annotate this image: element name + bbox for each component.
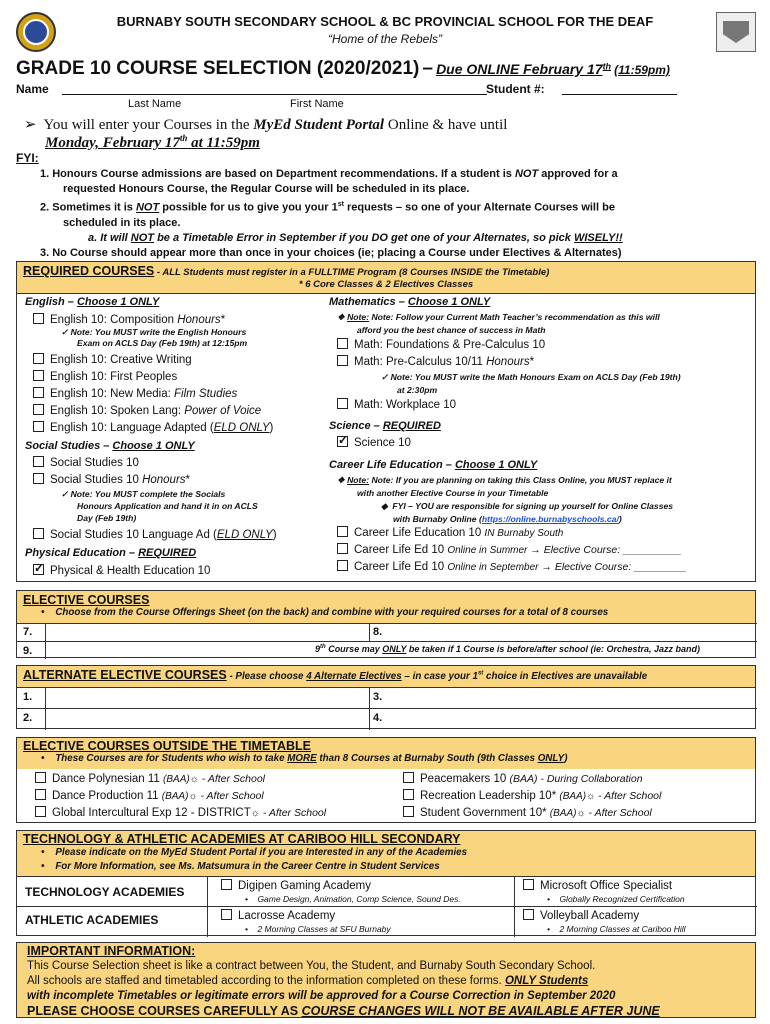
alternate-4-label: 4. bbox=[373, 712, 383, 724]
science-heading: Science – REQUIRED bbox=[329, 420, 441, 432]
english-10-composition-honours[interactable]: English 10: Composition Honours* bbox=[33, 313, 225, 326]
important-information: IMPORTANT INFORMATION: This Course Selection sheet is like a contract between You, the Student, and Burnaby South Secondary School. All schools are staffed and timetabled according to the information completed on these forms. ONLY Students with incomplete Timetables or legitimate errors will be approved for a Course Correction in September 2020 PLEASE CHOOSE COURSES CAREFULLY AS COURSE CHANGES WILL NOT BE AVAILABLE AFTER JUNE bbox=[16, 942, 756, 1018]
social-studies-10-language-ad[interactable]: Social Studies 10 Language Ad (ELD ONLY) bbox=[33, 528, 277, 541]
dance-production-11[interactable]: Dance Production 11 (BAA)☼ - After School bbox=[35, 789, 264, 802]
elective-7-label: 7. bbox=[23, 626, 33, 638]
school-motto: “Home of the Rebels” bbox=[327, 32, 443, 46]
alternate-1-label: 1. bbox=[23, 691, 33, 703]
alternate-1-field[interactable] bbox=[47, 689, 367, 707]
required-courses-section: REQUIRED COURSES - ALL Students must register in a FULLTIME Program (8 Courses INSIDE the Timetable) * 6 Core Classes & 2 Electives Classes English – Choose 1 ONLY English 10: Composition Honours* ✓ Note: You MUST write the English Honours Exam on ACLS Day (Feb 19th) at 12:15pm English 10: Creative Writing English 10: First Peoples English 10: New Media: Film Studies English 10: Spoken Lang: Power of Voice English 10: Language Adapted (ELD ONLY) Social Studies – Choose 1 ONLY Social Studies 10 Social Studies 10 Honours* ✓ Note: You MUST complete the Socials Honours Application and hand it in on ACLS Day (Feb 19th) Social Studies 10 Language Ad (ELD ONLY) Physical Education – REQUIRED ✓Physical & Health Education 10 Mathematics – Choose 1 ONLY ❖ Note: Note: Follow your Current Math Teacher’s recommendation as this will afford you the best chance of success in Math Math: Foundations & Pre-Calculus 10 Math: Pre-Calculus 10/11 Honours* ✓ Note: You MUST write the Math Honours Exam on ACLS Day (Feb 19th) at 2:30pm Math: Workplace 10 Science – REQUIRED ✓Science 10 Career Life Education – Choose 1 ONLY ❖ Note: Note: If you are planning on taking this Class Online, you MUST replace it with another Elective Course in your Timetable ◆ FYI – YOU are responsible for signing up yourself for Online Classes with Burnaby Online (https://online.burnabyschools.ca/) Career Life Education 10 IN Burnaby South Career Life Ed 10 Online in Summer → Elective Course: __________ Career Life Ed 10 Online in September → Elective Course: _________ bbox=[16, 261, 756, 582]
math-workplace-10[interactable]: Math: Workplace 10 bbox=[337, 398, 456, 411]
name-row: Name Student #: bbox=[16, 82, 756, 96]
gear-icon: ☼ bbox=[250, 808, 260, 819]
elective-8-field[interactable] bbox=[387, 624, 755, 640]
global-intercultural-exp-12[interactable]: Global Intercultural Exp 12 - DISTRICT☼ - After School bbox=[35, 806, 326, 819]
microsoft-office-specialist[interactable]: Microsoft Office Specialist bbox=[523, 879, 672, 892]
microsoft-sub: • Globally Recognized Certification bbox=[547, 894, 685, 904]
pe-heading: Physical Education – REQUIRED bbox=[25, 547, 197, 559]
gear-icon: ☼ bbox=[576, 808, 586, 819]
first-name-caption: First Name bbox=[290, 98, 344, 110]
social-honours-note: ✓ Note: You MUST complete the Socials Honours Application and hand it in on ACLS Day (Feb 19th) bbox=[61, 489, 258, 523]
gear-icon: ☼ bbox=[586, 791, 596, 802]
math-note: ❖ Note: Note: Follow your Current Math Teacher’s recommendation as this will afford you the best chance of success in Math bbox=[337, 312, 660, 335]
alternate-3-field[interactable] bbox=[387, 689, 755, 707]
elective-8-label: 8. bbox=[373, 626, 383, 638]
last-name-caption: Last Name bbox=[128, 98, 182, 110]
volleyball-academy[interactable]: Volleyball Academy bbox=[523, 909, 639, 922]
math-honours-note: ✓ Note: You MUST write the Math Honours Exam on ACLS Day (Feb 19th) at 2:30pm bbox=[381, 372, 681, 395]
outside-timetable-section: ELECTIVE COURSES OUTSIDE THE TIMETABLE • These Courses are for Students who wish to take MORE than 8 Courses at Burnaby South (9th Classes ONLY) Dance Polynesian 11 (BAA)☼ - After School Dance Production 11 (BAA)☼ - After School Global Intercultural Exp 12 - DISTRICT☼ - After School Peacemakers 10 (BAA) - During Collaboration Recreation Leadership 10* (BAA)☼ - After School Student Government 10* (BAA)☼ - After School bbox=[16, 737, 756, 823]
intro-line: ➢ You will enter your Courses in the MyEd Student Portal Online & have until bbox=[24, 117, 508, 133]
digipen-sub: • Game Design, Animation, Comp Science, Sound Des. bbox=[245, 894, 461, 904]
digipen-gaming-academy[interactable]: Digipen Gaming Academy bbox=[221, 879, 371, 892]
science-10[interactable]: ✓Science 10 bbox=[337, 436, 411, 449]
english-honours-note: ✓ Note: You MUST write the English Honours Exam on ACLS Day (Feb 19th) at 12:15pm bbox=[61, 327, 248, 348]
math-foundations-precalc-10[interactable]: Math: Foundations & Pre-Calculus 10 bbox=[337, 338, 545, 351]
technology-academies-label: TECHNOLOGY ACADEMIES bbox=[25, 885, 185, 899]
english-10-spoken-lang[interactable]: English 10: Spoken Lang: Power of Voice bbox=[33, 404, 261, 417]
math-heading: Mathematics – Choose 1 ONLY bbox=[329, 296, 491, 308]
english-group: English – Choose 1 ONLY bbox=[25, 296, 160, 308]
elective-9-note: 9th Course may ONLY be taken if 1 Course is before/after school (ie: Orchestra, Jazz band) bbox=[315, 644, 700, 654]
elective-courses-section: ELECTIVE COURSES • Choose from the Course Offerings Sheet (on the back) and combine with your required courses for a total of 8 courses 7. 8. 9. 9th Course may ONLY be taken if 1 Course is before/after school (ie: Orchestra, Jazz band) bbox=[16, 590, 756, 658]
cle-heading: Career Life Education – Choose 1 ONLY bbox=[329, 459, 538, 471]
elective-9-label: 9. bbox=[23, 645, 33, 657]
fyi-label: FYI: bbox=[16, 151, 39, 165]
elective-7-field[interactable] bbox=[47, 624, 367, 640]
lacrosse-sub: • 2 Morning Classes at SFU Burnaby bbox=[245, 924, 391, 934]
cle-note: ❖ Note: Note: If you are planning on taking this Class Online, you MUST replace it with another Elective Course in your Timetable ◆ FYI – YOU are responsible for signing up yourself for Online Classes with Burnaby Online (https://online.burnabyschools.ca/) bbox=[337, 475, 674, 524]
page-title: GRADE 10 COURSE SELECTION (2020/2021) – Due ONLINE February 17th (11:59pm) bbox=[16, 58, 670, 79]
social-studies-10-honours[interactable]: Social Studies 10 Honours* bbox=[33, 473, 190, 486]
intro-deadline: Monday, February 17th at 11:59pm bbox=[45, 133, 260, 151]
fyi-list: 1. Honours Course admissions are based on Department recommendations. If a student is NOT approved for a requested Honours Course, the Regular Course will be scheduled in its place. 2. Sometimes it is NOT possible for us to give you your 1st requests – so one of your Alternate Courses will be scheduled in its place. a. It will NOT be a Timetable Error in September if you DO get one of your Alternates, so pick WISELY!! 3. No Course should appear more than once in your choices (ie; placing a Course under Electives & Alternates) bbox=[40, 168, 623, 259]
english-10-creative-writing[interactable]: English 10: Creative Writing bbox=[33, 353, 192, 366]
social-studies-10[interactable]: Social Studies 10 bbox=[33, 456, 139, 469]
alternate-electives-section: ALTERNATE ELECTIVE COURSES - Please choose 4 Alternate Electives – in case your 1st choice in Electives are unavailable 1. 3. 2. 4. bbox=[16, 665, 756, 729]
cle-10-online-summer[interactable]: Career Life Ed 10 Online in Summer → Elective Course: __________ bbox=[337, 543, 681, 556]
lacrosse-academy[interactable]: Lacrosse Academy bbox=[221, 909, 335, 922]
cle-10-online-september[interactable]: Career Life Ed 10 Online in September → Elective Course: _________ bbox=[337, 560, 687, 573]
recreation-leadership-10[interactable]: Recreation Leadership 10* (BAA)☼ - After School bbox=[403, 789, 661, 802]
student-number-field[interactable] bbox=[562, 94, 677, 95]
math-precalc-honours[interactable]: Math: Pre-Calculus 10/11 Honours* bbox=[337, 355, 534, 368]
peacemakers-10[interactable]: Peacemakers 10 (BAA) - During Collaboration bbox=[403, 772, 643, 785]
gear-icon: ☼ bbox=[189, 774, 199, 785]
alternate-2-label: 2. bbox=[23, 712, 33, 724]
english-10-first-peoples[interactable]: English 10: First Peoples bbox=[33, 370, 177, 383]
english-10-language-adapted[interactable]: English 10: Language Adapted (ELD ONLY) bbox=[33, 421, 273, 434]
gear-icon: ☼ bbox=[188, 791, 198, 802]
social-studies-heading: Social Studies – Choose 1 ONLY bbox=[25, 440, 195, 452]
dance-polynesian-11[interactable]: Dance Polynesian 11 (BAA)☼ - After School bbox=[35, 772, 265, 785]
elective-9-field[interactable] bbox=[47, 642, 307, 658]
volleyball-sub: • 2 Morning Classes at Cariboo Hill bbox=[547, 924, 686, 934]
cle-10-in-burnaby-south[interactable]: Career Life Education 10 IN Burnaby South bbox=[337, 526, 563, 539]
name-field[interactable] bbox=[62, 94, 487, 95]
physical-health-education-10[interactable]: ✓Physical & Health Education 10 bbox=[33, 564, 210, 577]
school-name: BURNABY SOUTH SECONDARY SCHOOL & BC PROVINCIAL SCHOOL FOR THE DEAF bbox=[116, 14, 654, 29]
english-10-new-media[interactable]: English 10: New Media: Film Studies bbox=[33, 387, 237, 400]
academies-section: TECHNOLOGY & ATHLETIC ACADEMIES AT CARIBOO HILL SECONDARY • Please indicate on the MyEd Student Portal if you are Interested in any of the Academies • For More Information, see Ms. Matsumura in the Career Centre in Student Services TECHNOLOGY ACADEMIES ATHLETIC ACADEMIES Digipen Gaming Academy • Game Design, Animation, Comp Science, Sound Des. Microsoft Office Specialist • Globally Recognized Certification Lacrosse Academy • 2 Morning Classes at SFU Burnaby Volleyball Academy • 2 Morning Classes at Cariboo Hill bbox=[16, 830, 756, 936]
athletic-academies-label: ATHLETIC ACADEMIES bbox=[25, 913, 159, 927]
alternate-2-field[interactable] bbox=[47, 709, 367, 729]
alternate-3-label: 3. bbox=[373, 691, 383, 703]
alternate-4-field[interactable] bbox=[387, 709, 755, 729]
student-government-10[interactable]: Student Government 10* (BAA)☼ - After School bbox=[403, 806, 652, 819]
